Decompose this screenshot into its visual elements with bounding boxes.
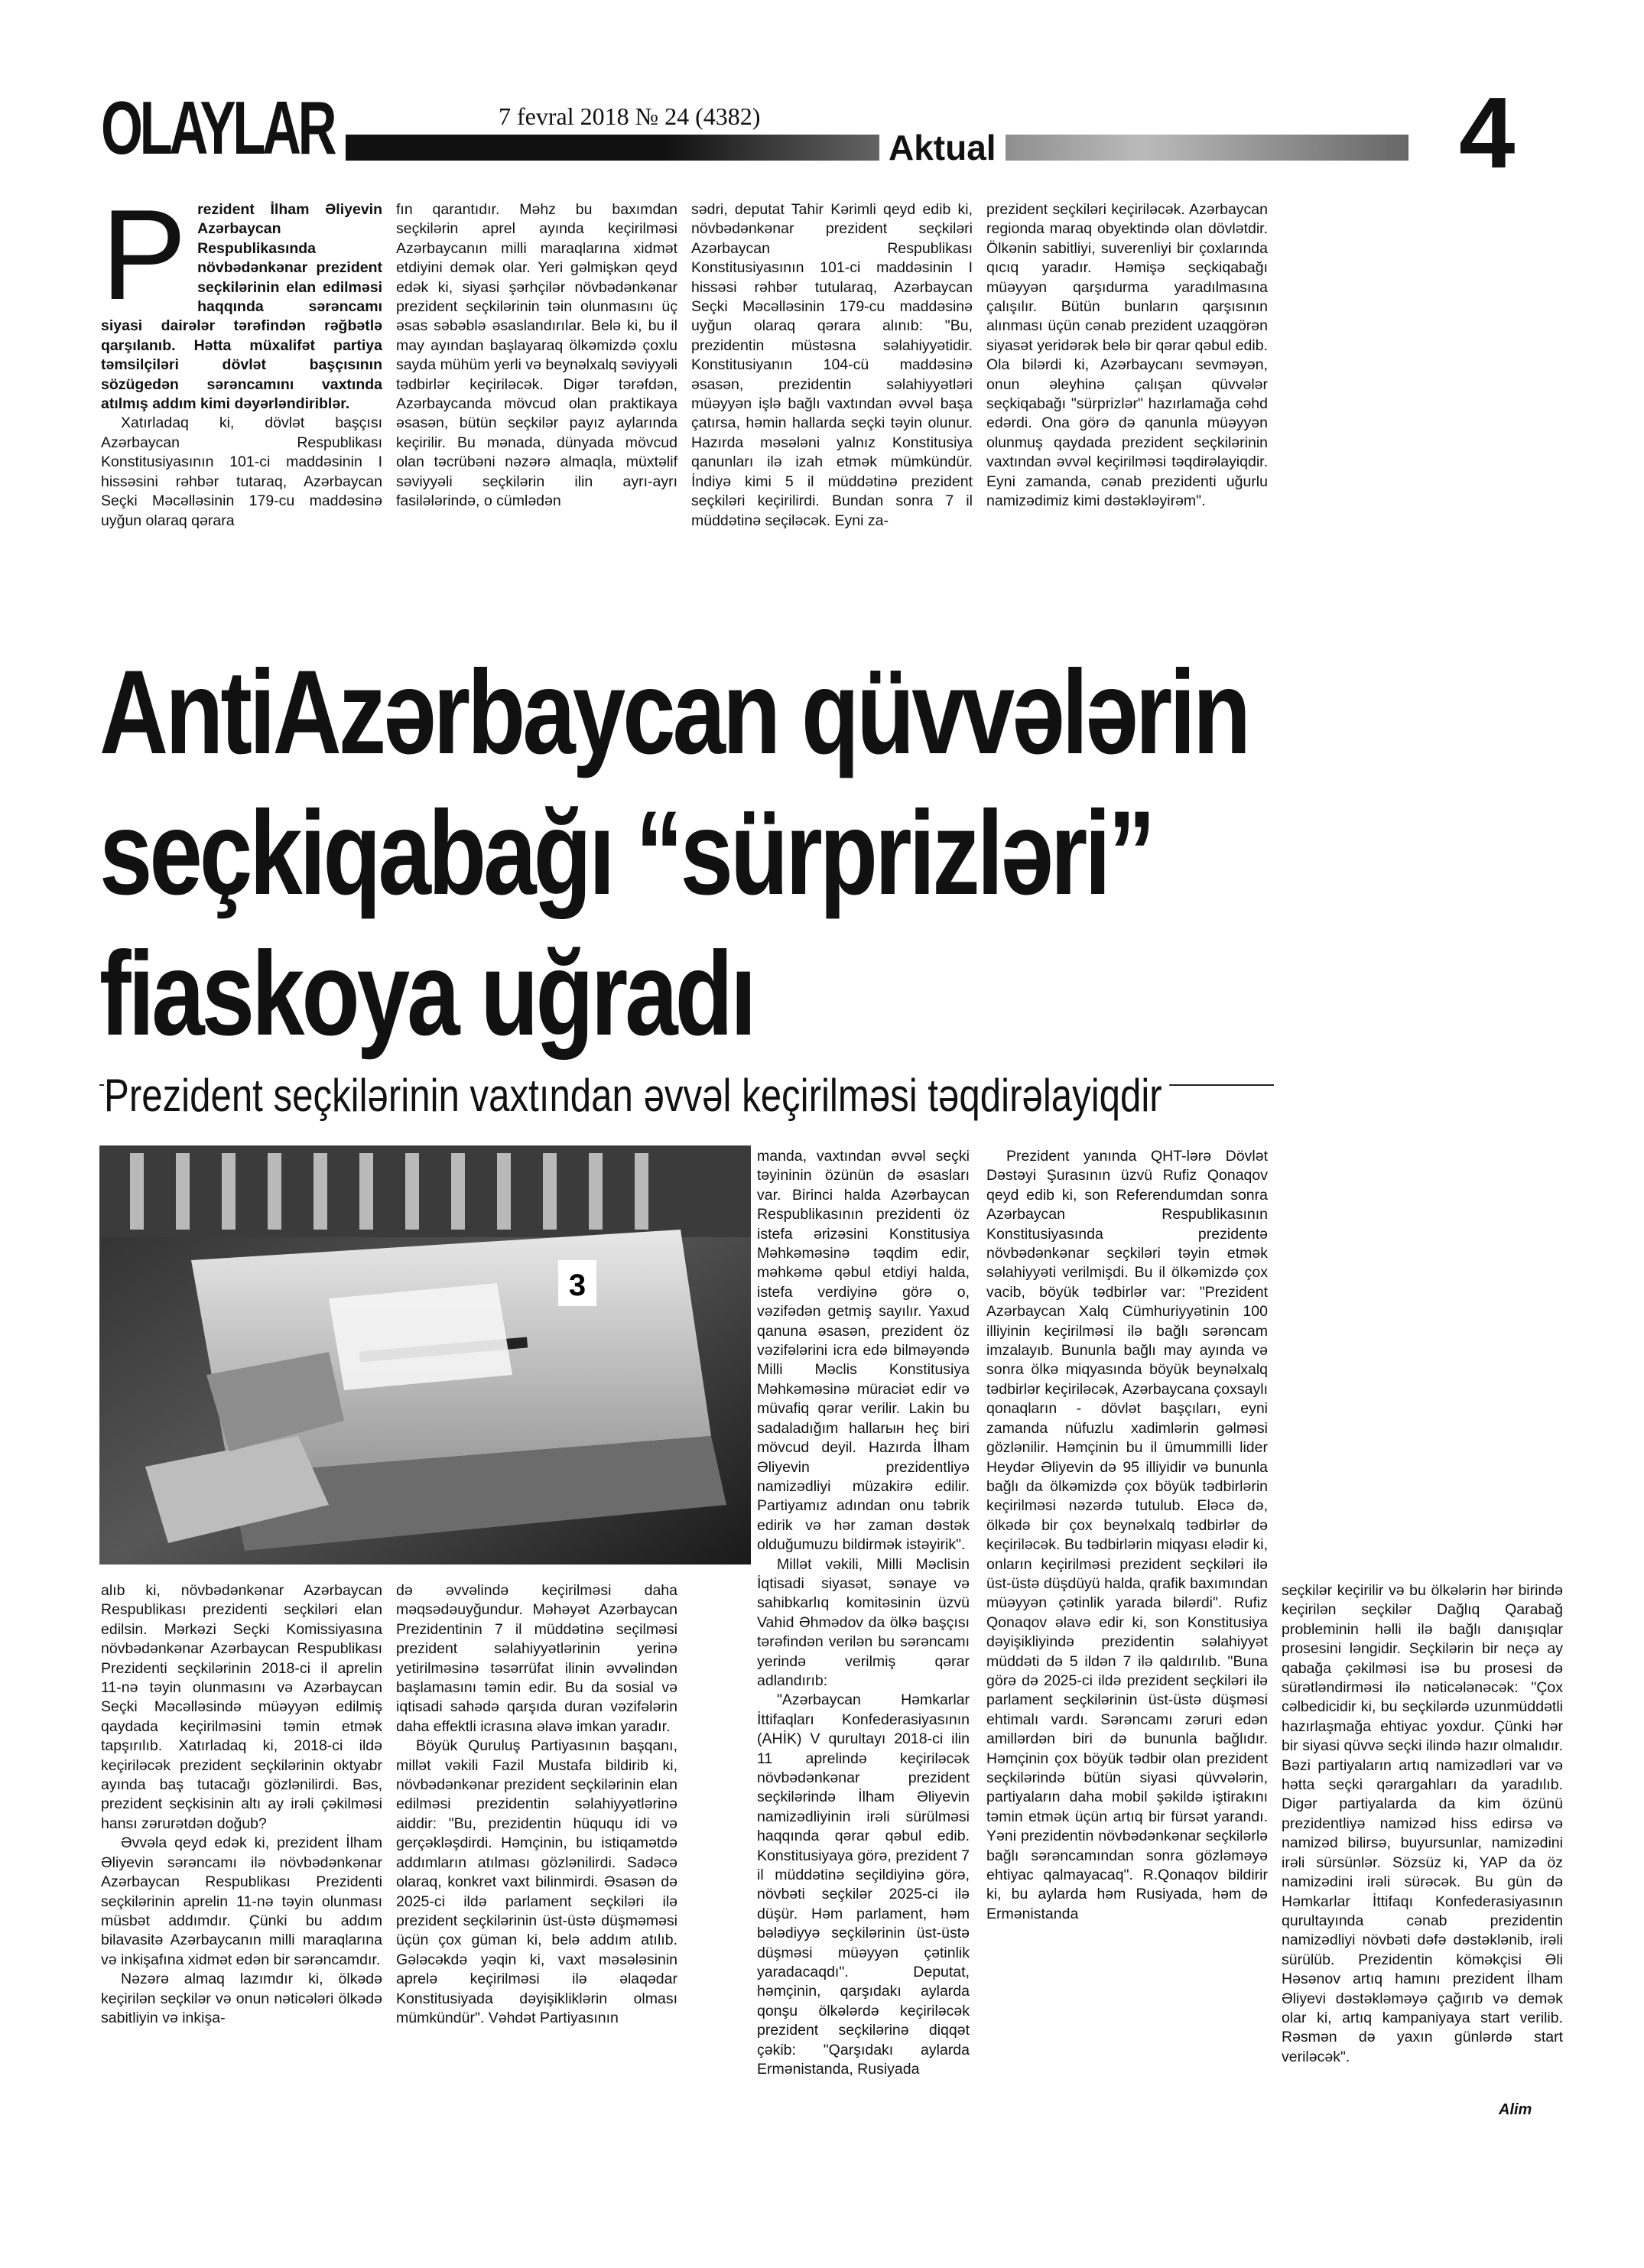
lead-column-2 xyxy=(396,200,677,629)
middle-column-2 xyxy=(986,1147,1268,2110)
lead-column-3-text: sədri, deputat Tahir Kərimli qeyd edib ki, növbədənkənar prezident seçkiləri Azərbaycan Respublikası Konstitusiyasının 101-ci maddəsinin I hissəsi rəhbər tutularaq, Azərbaycan Seçki Məcəlləsinin 179-cu maddəsinə uyğun olaraq qərara alınıb: "Bu, prezidentin müstəsna səlahiyyətidir. Konstitusiyanın 104-cü maddəsinə əsasən, prezidentin səlahiyyətləri müəyyən işlə bağlı vaxtından əvvəl başa çatırsa, həmin hallarda seçki təyin olunur. Hazırda məsələni yalnız Konstitusiya qanunları ilə izah etmək mümkündür. İndiyə kimi 5 il müddətinə prezident seçkiləri keçirilirdi. Bundan sonra 7 il müddətinə seçiləcək. Eyni za- xyxy=(691,201,973,529)
headline xyxy=(99,642,1262,1064)
lead-column-4 xyxy=(986,200,1268,629)
section-label: Aktual xyxy=(879,130,1006,165)
middle-column-1-text: manda, vaxtından əvvəl seçki təyininin özünün də əsasları var. Birinci halda Azərbaycan Respublikasının prezidenti öz istefa ərizəsini Konstitusiya Məhkəməsinə təqdim edir, məhkəmə qəbul etdiyi halda, istefa verdiyinə görə o, vəzifədən getmiş sayılır. Yaxud qanuna əsasən, prezident öz vəzifələrini icra edə bilməyəndə Milli Məclis Konstitusiya Məhkəməsinə müraciət edir və müvafiq qərar verilir. Lakin bu sadaladığım hallarын heç biri mövcud deyil. Hazırda İlham Əliyevin prezidentliyə namizədliyi müzakirə edilir. Partiyamız adından onu təbrik edirik və hər zaman dəstək olduğumuzu bildirmək istəyirik". xyxy=(757,1148,970,1554)
lead-paragraph: Xatırladaq ki, dövlət başçısı Azərbaycan Respublikası Konstitusiyasının 101-ci maddəsinin I hissəsini rəhbər tutaraq, Azərbaycan Seçki Məcəlləsinin 179-cu maddəsinə uyğun olaraq qərara xyxy=(101,414,382,529)
middle-column-1-paragraph-2: Millət vəkili, Milli Məclisin İqtisadi siyasət, sənaye və sahibkarlıq komitəsinin üzvü Vahid Əhmədov da ölkə başçısı tərəfindən verilən bu sərəncamı yerində verilmiş qərar adlandırıb: xyxy=(757,1555,970,1689)
bottom-column-1-text: alıb ki, növbədənkənar Azərbaycan Respublikası prezidenti seçkiləri elan edilsin. Mərkəzi Seçki Komissiyasına növbədənkənar Azərbaycan Respublikası Prezidenti seçkilərinin 2018-ci il aprelin 11-nə təyin olunmasını və Azərbaycan Seçki Məcəlləsində müəyyən edilmiş qaydada keçirilməsini təmin etmək tapşırılıb. Xatırladaq ki, 2018-ci ildə keçiriləcək prezident seçkilərinin oktyabr ayında baş tutacağı gözlənilirdi. Bəs, prezident seçkisinin altı ay irəli çəkilməsi hansı zərurətdən doğub? xyxy=(101,1582,382,1832)
headline-line-3: fiaskoya uğradı xyxy=(99,928,754,1061)
bottom-column-1-paragraph-3: Nəzərə almaq lazımdır ki, ölkədə keçirilən seçkilər və onun nəticələri ölkədə sabitliyin və inkişa- xyxy=(101,1971,382,2026)
headline-line-2: seçkiqabağı “sürprizləri” xyxy=(99,787,1153,920)
issue-date: 7 fevral 2018 № 24 (4382) xyxy=(499,102,761,130)
ballot-box-number: 3 xyxy=(568,1269,586,1302)
lead-column-3 xyxy=(691,200,973,629)
ballot-box-photo xyxy=(99,1145,751,1565)
page-number: 4 xyxy=(1459,76,1516,189)
drop-cap: P xyxy=(101,200,187,327)
lead-intro: rezident İlham Əliyevin Azərbaycan Respublikasında növbədənkənar prezident seçkilərinin elan edilməsi haqqında sərəncamı siyasi dairələr tərəfindən rəğbətlə qarşılanıb. Hətta müxalifət partiya təmsilçiləri dövlət başçısının sözügedən sərəncamını vaxtında atılmış addım kimi dəyərləndiriblər. xyxy=(101,201,382,413)
bottom-column-2 xyxy=(396,1581,677,2117)
lead-column-1 xyxy=(101,200,382,629)
lead-column-4-text: prezident seçkiləri keçiriləcək. Azərbaycan regionda maraq obyektində olan dövlətdir. Ölkənin sabitliyi, suverenliyi bir çoxlarında qıcıq yaradır. Həmişə seçkiqabağı müəyyən qarşıdurma yaradılmasına çalışılır. Bütün bunların qarşısının alınması üçün cənab prezident uzaqgörən siyasət yeridərək belə bir qərar qəbul edib. Ola bilərdi ki, Azərbaycanı sevməyən, onun əleyhinə çalışan qüvvələr seçkiqabağı "sürprizlər" hazırlamağa cəhd edərdi. Ona görə də qanunla müəyyən olunmuş qaydada prezident seçkilərinin vaxtından əvvəl keçirilməsi təqdirəlayiqdir. Eyni zamanda, cənab prezidenti uğurlu namizədimiz kimi dəstəkləyirəm". xyxy=(986,201,1268,510)
headline-line-1: AntiAzərbaycan qüvvələrin xyxy=(99,646,1249,779)
bottom-column-2-text: də əvvəlində keçirilməsi daha məqsədəuyğundur. Məhəyət Azərbaycan Prezidentinin 7 il müddətinə seçilməsi prezident səlahiyyətlərinin yerinə yetirilməsinə təsərrüfat ilinin əvvəlindən başlamasını təmin edir. Bu da sosial və iqtisadi sahədə qarşıda duran vəzifələrin daha effektli icrasına əlavə imkan yaradır. xyxy=(396,1582,677,1735)
bottom-column-1-paragraph-2: Əvvəla qeyd edək ki, prezident İlham Əliyevin sərəncamı ilə növbədənkənar Azərbaycan Respublikası Prezidenti seçkilərinin aprelin 11-nə təyin olunması müsbət addımdır. Çünki bu addım bilavasitə Azərbaycanın milli maraqlarına və inkişafına xidmət edən bir sərəncamdır. xyxy=(101,1834,382,1968)
right-column-text: seçkilər keçirilir və bu ölkələrin hər birində keçirilən seçkilər Dağlıq Qarabağ probleminin həlli ilə bağlı danışıqlar prosesini ləngidir. Seçkilərin bir neçə ay qabağa çəkilməsi isə bu prosesi də sürətləndirməsi ilə nəticələnəcək: "Çox cəlbedicidir ki, bu seçkilərdə uzunmüddətli hazırlaşmağa ehtiyac yoxdur. Çünki hər bir siyasi qüvvə seçki ilində hazır olmalıdır. Bəzi partiyaların artıq namizədləri var və hətta seçki qərargahları da yaradılıb. Digər partiyalarda da kim özünü prezidentliyə namizəd hiss edirsə və namizəd bilirsə, buyursunlar, namizədini irəli sürsünlər. Sözsüz ki, YAP da öz namizədini irəli sürəcək. Bu gün də Həmkarlar İttifaqı Konfederasiyasının qurultayında cənab prezidentin namizədliyi növbəti dəfə dəstəklənib, irəli sürülüb. Prezidentin köməkçisi Əli Həsənov artıq hamını prezident İlham Əliyevi dəstəkləməyə çağırıb və demək olar ki, artıq kampaniyaya start verilib. Rəsmən də yaxın günlərdə start veriləcək". xyxy=(1282,1582,1563,2065)
middle-column-1 xyxy=(757,1147,970,2110)
author-signature: Alim xyxy=(1499,2101,1532,2118)
bottom-column-1 xyxy=(101,1581,382,2117)
masthead-bar xyxy=(346,135,1408,161)
newspaper-logo: OLAYLAR xyxy=(101,86,334,170)
bottom-column-2-paragraph-2: Böyük Quruluş Partiyasının başqanı, millət vəkili Fazil Mustafa bildirib ki, növbədənkənar prezident seçkilərinin elan edilməsi prezidentin səlahiyyətlərinə aiddir: "Bu, prezidentin hüququ idi və gerçəkləşdirdi. Həmçinin, bu istiqamətdə addımların atılması gözlənilirdi. Sadəcə olaraq, konkret vaxt bilinmirdi. Əsasən də 2025-ci ildə parlament seçkiləri ilə prezident seçkilərinin üst-üstə düşməməsi üçün çox güman ki, belə addım atılıb. Gələcəkdə yəqin ki, vaxt məsələsinin aprelə keçirilməsi ilə əlaqədar Konstitusiyada dəyişikliklərin olması mümkündür". Vəhdət Partiyasının xyxy=(396,1737,677,2026)
lead-column-2-text: fın qarantıdır. Məhz bu baxımdan seçkilərin aprel ayında keçirilməsi Azərbaycanın milli maraqlarına xidmət etdiyini demək olar. Yeri gəlmişkən qeyd edək ki, siyasi şərhçilər növbədənkənar prezident seçkilərinin təin olunmasını üç əsas səbəblə əsaslandırılar. Belə ki, bu il may ayından başlayaraq ölkəmizdə çoxlu sayda mühüm yerli və beynəlxalq səviyyəli tədbirlər keçiriləcək. Digər tərəfdən, Azərbaycanda mövcud olan praktikaya əsasən, bütün seçkilər payız aylarında keçirilir. Bu mənada, dünyada mövcud olan təcrübəni nəzərə almaqla, müxtəlif səviyyəli seçkilərin ilin ayrı-ayrı fasilələrində, o cümlədən xyxy=(396,201,677,510)
photo-illustration xyxy=(99,1145,751,1565)
middle-column-1-paragraph-3: "Azərbaycan Həmkarlar İttifaqları Konfederasiyasının (AHİK) V qurultayı 2018-ci ilin 11 aprelində keçiriləcək növbədənkənar prezident seçkilərində İlham Əliyevin namizədliyinin irəli sürülməsi haqqında qərar qəbul edib. Konstitusiyaya görə, prezident 7 il müddətinə seçildiyinə görə, növbəti seçkilər 2025-ci ilə düşür. Həm parlament, həm bələdiyyə seçkilərinin üst-üstə düşməsi müəyyən çətinlik yaradacaqdı". Deputat, həmçinin, qarşıdakı aylarda qonşu ölkələrdə keçiriləcək prezident seçkilərinə diqqət çəkib: "Qarşıdakı aylarda Ermənistanda, Rusiyada xyxy=(757,1691,970,2078)
subheadline: Prezident seçkilərinin vaxtından əvvəl keçirilməsi təqdirəlayiqdir xyxy=(104,1069,1170,1122)
right-column xyxy=(1282,1581,1563,2101)
middle-column-2-text: Prezident yanında QHT-lərə Dövlət Dəstəyi Şurasının üzvü Rufiz Qonaqov qeyd edib ki, son Referendumdan sonra Azərbaycan Respublikasının Konstitusiyasında prezidentə növbədənkənar seçkiləri təyin etmək səlahiyyəti verilmişdi. Bu il ölkəmizdə çox vacib, böyük tədbirlər var: "Prezident Azərbaycan Xalq Cümhuriyyətinin 100 illiyinin keçirilməsi ilə bağlı sərəncam imzalayıb. Bununla bağlı may ayında və sonra ölkə miqyasında böyük beynəlxalq tədbirlər keçiriləcək, Azərbaycana çoxsaylı qonaqların - dövlət başçıları, eyni zamanda nüfuzlu xadimlərin gəlməsi gözlənilir. Həmçinin bu il ümummilli lider Heydər Əliyevin də 95 illiyidir və bununla bağlı da ölkəmizdə çox böyük tədbirlərin keçirilməsi nəzərdə tutulub. Eləcə də, ölkədə bir çox beynəlxalq tədbirlər də keçiriləcək. Bu tədbirlərin miqyası elədir ki, onların keçirilməsi prezident seçkiləri ilə üst-üstə düşdüyü halda, qrafik baxımından müəyyən çətinlik yarada bilərdi". Rufiz Qonaqov əlavə edir ki, son Konstitusiya dəyişikliyində prezidentin səlahiyyət müddəti də 5 ildən 7 ilə qaldırılıb. "Buna görə də 2025-ci ildə prezident seçkiləri ilə parlament seçkilərinin üst-üstə düşməsi ehtimalı vardı. Sərəncamı zəruri edən amillərdən biri də bununla bağlıdır. Həmçinin çox böyük tədbir olan prezident seçkilərində bütün siyasi qüvvələrin, partiyaların daha mobil şəkildə iştirakını təmin etmək üçün artıq bir fürsət yarandı. Yəni prezidentin növbədənkənar seçkilərlə bağlı sərəncamından sonra gözləməyə ehtiyac qalmayacaq". R.Qonaqov bildirir ki, bu aylarda həm Rusiyada, həm də Ermənistanda xyxy=(986,1148,1268,1922)
